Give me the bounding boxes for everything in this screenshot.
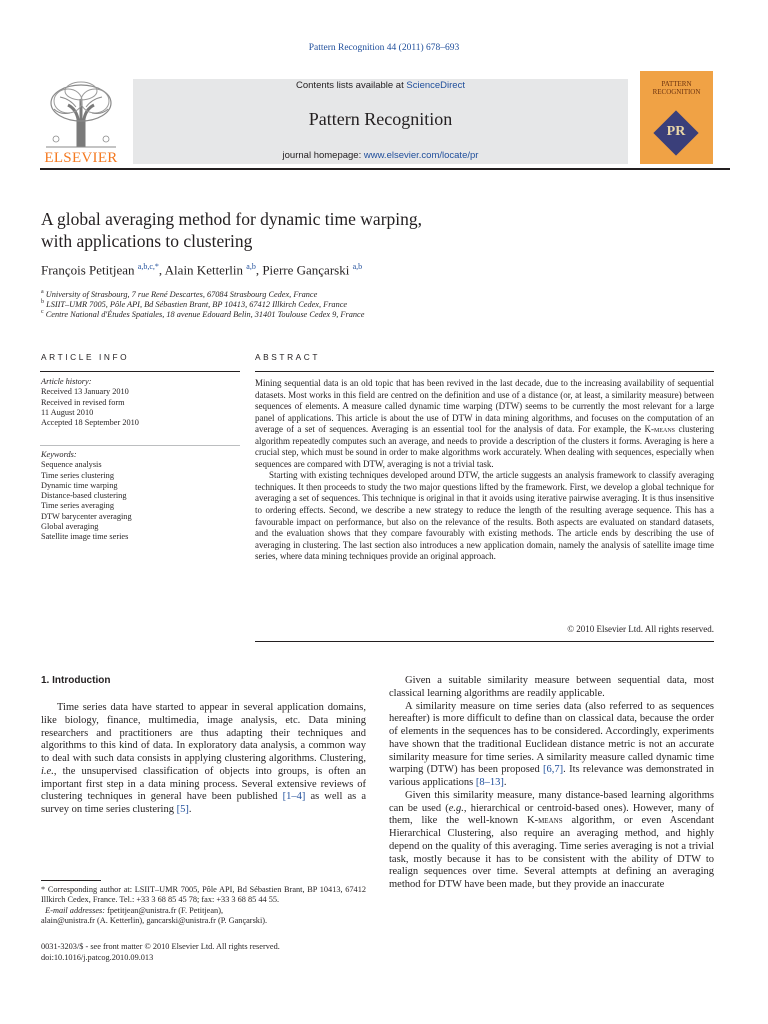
body-text: . Its relevance was demonstrated in various applications [389, 764, 714, 788]
author-name: François Petitjean [41, 262, 135, 278]
reference-link[interactable]: [5] [176, 804, 189, 815]
keyword: Distance-based clustering [41, 491, 127, 501]
author-list [41, 262, 362, 278]
keyword: Satellite image time series [41, 532, 129, 542]
keywords-label: Keywords: [41, 450, 77, 459]
author-name: Pierre Gançarski [262, 262, 350, 278]
body-text: as well as a survey on time series clustering [41, 791, 367, 815]
abstract-paragraph [255, 378, 714, 470]
doi-line[interactable]: doi:10.1016/j.patcog.2010.09.013 [41, 953, 154, 962]
reference-link[interactable]: [8–13] [475, 777, 504, 788]
affiliation-text: LSIIT–UMR 7005, Pôle API, Bd Sébastien Brant, BP 10413, 67412 Illkirch Cedex, France [46, 299, 348, 309]
footnote-emails [41, 906, 366, 916]
keyword: Time series averaging [41, 501, 114, 511]
body-paragraph [389, 701, 714, 790]
corresponding-author-footnote [41, 885, 366, 926]
homepage-prefix: journal homepage: [282, 150, 364, 161]
affiliation [41, 299, 347, 309]
history-entry: Accepted 18 September 2010 [41, 418, 139, 428]
keyword: Sequence analysis [41, 460, 102, 470]
affiliation-mark: a [41, 289, 44, 295]
abstract-text: Mining sequential data is an old topic that has been revived in the last decade, due to the increasing availability of sequential datasets. Most works in this field are centred on the definition and use of a distance (or, at least, a similarity measure) between sequences of elements. A measure called dynamic time warping (DTW) seems to be currently the most relevant for a large panel of applications. This article is about the use of DTW in data mining algorithms, and focuses on the computation of an average of a set of sequences. Averaging is an essential tool for the analysis of data. For example, the [255, 378, 714, 435]
email-label: E-mail addresses: [45, 905, 105, 915]
cover-title-line2: RECOGNITION [652, 88, 701, 96]
article-history [41, 377, 241, 428]
keywords [41, 450, 241, 543]
abstract-paragraph: Starting with existing techniques developed around DTW, the article suggests an analysis framework to classify averaging techniques. It then proceeds to study the two major questions lifted by the framework. First, we develop a global technique for averaging a set of sequences. This technique is original in that it avoids using iterative pairwise averaging. It is thus insensitive to ordering effects. Second, we describe a new strategy to reduce the length of the resulting average sequence. This has a favourable impact on performance, but also on the relevance of the results. Both aspects are evaluated on standard datasets, and the evaluation shows that they compare favourably with existing methods. The article ends by describing the use of averaging in clustering. The last section also introduces a new application domain, namely the analysis of satellite image time series, where data mining techniques provide an original approach. [255, 470, 714, 562]
keyword: Time series clustering [41, 470, 114, 480]
keyword: Global averaging [41, 522, 99, 532]
history-label: Article history: [41, 377, 92, 386]
kmeans-term: K-means [527, 815, 563, 827]
cover-title-line1: PATTERN [661, 80, 692, 88]
author-separator: , [255, 262, 263, 278]
issn-doi [41, 941, 371, 963]
cover-title [640, 80, 713, 96]
history-entry: 11 August 2010 [41, 407, 94, 417]
affiliation [41, 289, 317, 299]
cover-monogram: PR [666, 124, 686, 139]
keyword: Dynamic time warping [41, 480, 118, 490]
contents-available [133, 80, 628, 91]
history-entry: Received in revised form [41, 397, 125, 407]
affiliation-text: Centre National d'Études Spatiales, 18 avenue Edouard Belin, 31401 Toulouse Cedex 9, France [45, 309, 365, 319]
body-text: , hierarchical or centroid-based ones). However, many of them, like the well-known [389, 802, 714, 827]
abstract-rule-bottom [255, 641, 714, 642]
sciencedirect-link[interactable]: ScienceDirect [406, 80, 465, 91]
body-column-left [41, 702, 366, 817]
author-affiliation-marks[interactable]: a,b [246, 262, 256, 271]
elsevier-wordmark: ELSEVIER [44, 150, 118, 166]
body-paragraph [41, 702, 366, 817]
affiliation-mark: c [41, 309, 44, 315]
body-column-right [389, 675, 714, 892]
header-rule [40, 168, 730, 170]
journal-citation[interactable]: Pattern Recognition 44 (2011) 678–693 [308, 43, 460, 53]
body-text: algorithm, or even Ascendant Hierarchical Clustering, also require an averaging method, and highly depend on the quality of this averaging. Time series averaging is not a trivial task, mostly because it has to be consistent with the ability of DTW to realign sequences over time. Several attempts at defining an averaging method for DTW have been made, but they provide an inaccurate [389, 815, 714, 890]
affiliation [41, 309, 364, 319]
body-text: Given this similarity measure, many distance-based learning algorithms can be used ( [389, 789, 714, 814]
abstract-text: clustering algorithm repeatedly computes such an average, and needs to provide a description of the clusters it forms. Averaging is here a crucial step, which must be sound in order to make algorithms work accurately. When dealing with sequences, especially when sequences are compared with DTW, averaging is not a trivial task. [255, 424, 714, 469]
article-title [41, 208, 601, 252]
author-separator: , [158, 262, 165, 278]
contents-prefix: Contents lists available at [296, 80, 407, 91]
affiliation-mark: b [41, 299, 44, 305]
abstract-rule-top [255, 371, 714, 372]
reference-link[interactable]: [1–4] [282, 791, 306, 803]
email-address[interactable]: fpetitjean@unistra.fr (F. Petitjean), [105, 905, 224, 915]
abstract-heading: ABSTRACT [255, 352, 321, 362]
email-address[interactable]: alain@unistra.fr (A. Ketterlin), gancarski@unistra.fr (P. Gançarski). [41, 915, 268, 925]
article-info-heading: ARTICLE INFO [41, 352, 130, 362]
body-italic: e.g. [448, 802, 464, 814]
footnote-text: * Corresponding author at: LSIIT–UMR 7005, Pôle API, Bd Sébastien Brant, BP 10413, 67412 Illkirch Cedex, France. Tel.: +33 3 68 85 45 78; fax: +33 3 68 85 44 55. [41, 885, 366, 905]
author-affiliation-marks[interactable]: a,b [352, 262, 363, 271]
journal-homepage [133, 150, 628, 161]
title-line2: with applications to clustering [41, 231, 253, 251]
history-entry: Received 13 January 2010 [41, 387, 129, 397]
keyword: DTW barycenter averaging [41, 511, 132, 521]
body-text: , the unsupervised classification of objects into groups, is often an important first step in a data mining process. Several extensive reviews of clustering techniques in general have been published [41, 765, 366, 803]
body-paragraph: Given a suitable similarity measure between sequential data, most classical learning algorithms are readily applicable. [389, 675, 714, 699]
footnote-rule [41, 880, 101, 881]
issn-line: 0031-3203/$ - see front matter © 2010 Elsevier Ltd. All rights reserved. [41, 942, 280, 951]
title-line1: A global averaging method for dynamic time warping, [41, 209, 423, 229]
body-text: . [188, 804, 192, 815]
body-text: A similarity measure on time series data (also referred to as sequences hereafter) is more difficult to define than on classical data, because the order of elements in the sequences has to be considered. Accordingly, experiments have shown that the traditional Euclidean distance metric is not an accurate similarity measure for time series. A similarity measure called dynamic time warping (DTW) has been proposed [389, 700, 714, 776]
section-heading-introduction: 1. Introduction [41, 675, 111, 686]
abstract-copyright: © 2010 Elsevier Ltd. All rights reserved. [567, 624, 714, 634]
author-name: Alain Ketterlin [164, 262, 244, 278]
abstract-body [255, 378, 714, 563]
reference-link[interactable]: [6,7] [543, 764, 564, 776]
body-text: Time series data have started to appear in several application domains, like biology, finance, multimedia, image analysis, etc. Data mining researchers and practitioners are thus adapting their techniques and algorithms to this kind of data. In exploratory data analysis, a common way to deal with such data consists in applying clustering algorithms. Clustering, [41, 702, 366, 764]
body-text: . [503, 777, 507, 788]
body-paragraph [389, 790, 714, 892]
journal-name: Pattern Recognition [308, 109, 453, 129]
kmeans-term: K-means [644, 424, 676, 435]
info-rule [40, 371, 240, 372]
homepage-link[interactable]: www.elsevier.com/locate/pr [363, 150, 479, 161]
affiliation-text: University of Strasbourg, 7 rue René Descartes, 67084 Strasbourg Cedex, France [45, 289, 318, 299]
info-divider [40, 445, 240, 446]
body-italic: i.e. [41, 765, 54, 777]
author-affiliation-marks[interactable]: a,b,c,* [137, 262, 159, 271]
